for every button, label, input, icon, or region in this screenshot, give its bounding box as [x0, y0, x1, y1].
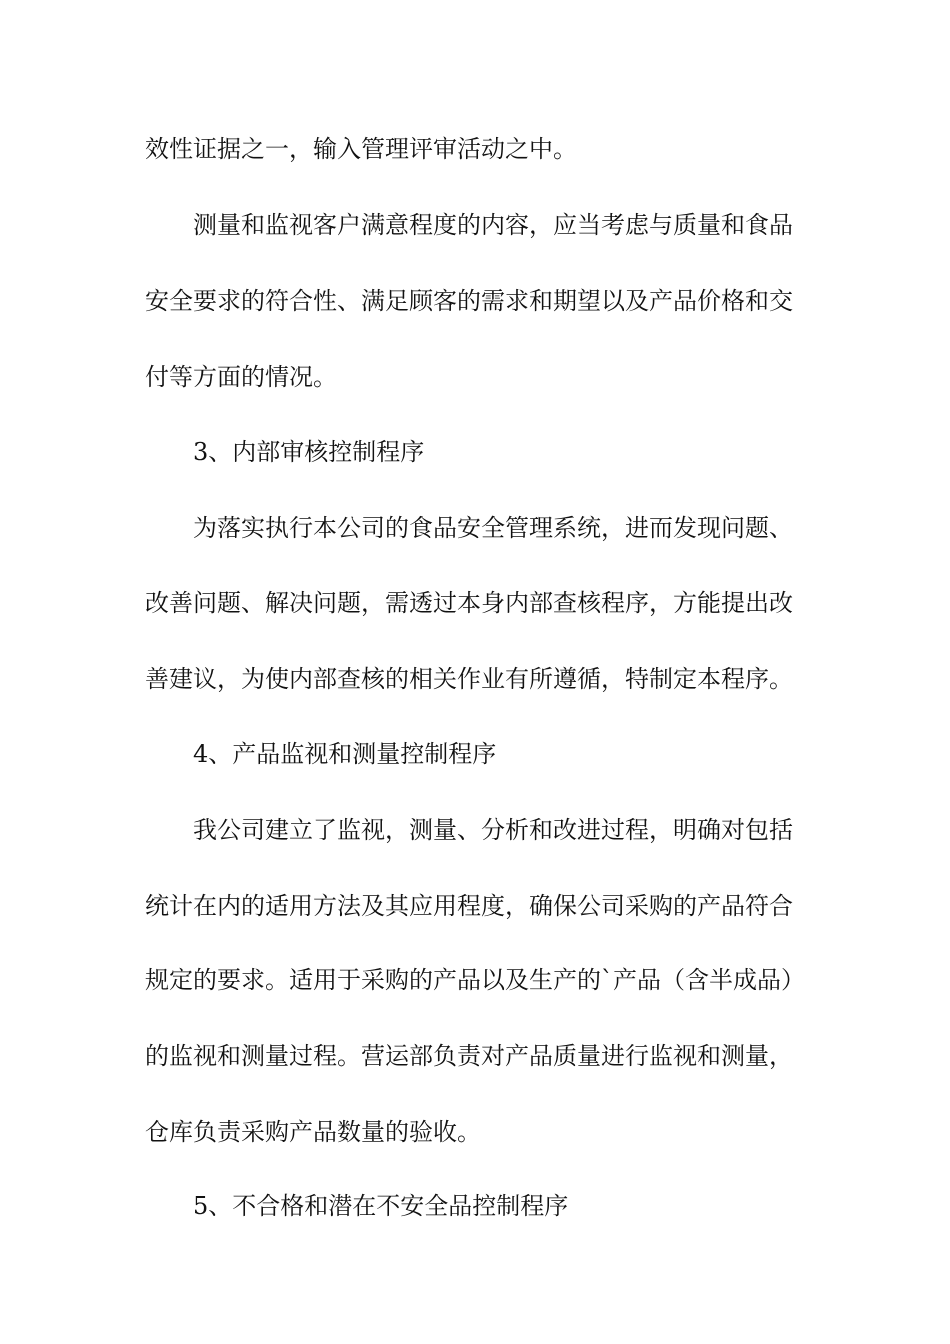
paragraph-start: 为落实执行本公司的食品安全管理系统，进而发现问题、 — [193, 514, 793, 542]
text-line: 的监视和测量过程。营运部负责对产品质量进行监视和测量， — [145, 1042, 793, 1070]
text-line: 善建议，为使内部查核的相关作业有所遵循，特制定本程序。 — [145, 665, 793, 693]
text-line: 改善问题、解决问题，需透过本身内部查核程序，方能提出改 — [145, 589, 793, 617]
section-heading-3: 3、内部审核控制程序 — [193, 438, 425, 466]
paragraph-start: 测量和监视客户满意程度的内容，应当考虑与质量和食品 — [193, 211, 793, 239]
text-line: 仓库负责采购产品数量的验收。 — [145, 1118, 481, 1146]
text-line: 安全要求的符合性、满足顾客的需求和期望以及产品价格和交 — [145, 287, 793, 315]
text-line: 统计在内的适用方法及其应用程度，确保公司采购的产品符合 — [145, 892, 793, 920]
paragraph-start: 我公司建立了监视，测量、分析和改进过程，明确对包括 — [193, 816, 793, 844]
section-heading-5: 5、不合格和潜在不安全品控制程序 — [193, 1192, 569, 1220]
text-line: 规定的要求。适用于采购的产品以及生产的`产品（含半成品） — [145, 966, 805, 994]
text-line: 付等方面的情况。 — [145, 363, 337, 391]
section-heading-4: 4、产品监视和测量控制程序 — [193, 740, 497, 768]
text-line: 效性证据之一，输入管理评审活动之中。 — [145, 135, 577, 163]
